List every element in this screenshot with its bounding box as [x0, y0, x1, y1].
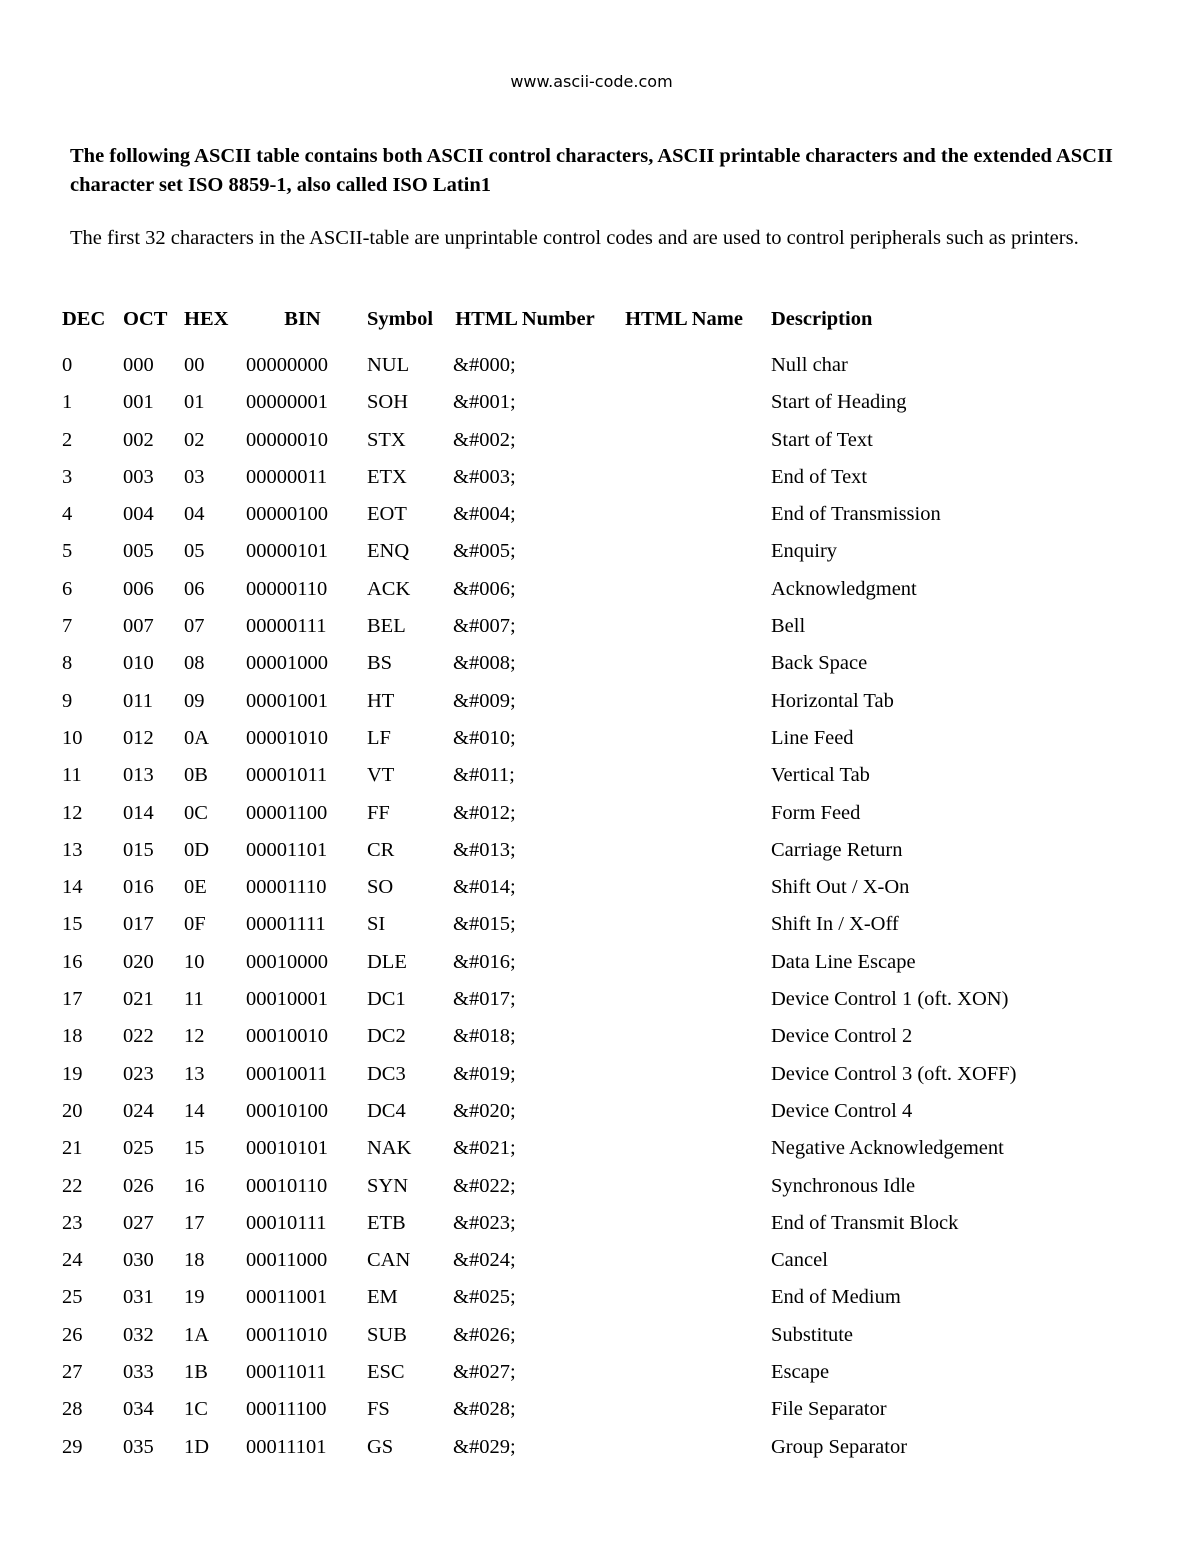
cell-symbol: SYN [367, 1174, 409, 1197]
cell-dec: 6 [62, 577, 73, 600]
cell-symbol: VT [367, 764, 395, 787]
cell-hex: 05 [184, 540, 205, 563]
cell-description: Acknowledgment [771, 577, 917, 600]
cell-hex: 07 [184, 615, 205, 638]
cell-bin: 00011010 [246, 1323, 328, 1346]
cell-symbol: HT [367, 689, 395, 712]
cell-hex: 09 [184, 689, 205, 712]
cell-dec: 23 [62, 1211, 83, 1234]
cell-oct: 025 [123, 1137, 154, 1160]
cell-dec: 10 [62, 726, 83, 749]
cell-html-name [597, 869, 763, 906]
cell-symbol: EOT [367, 503, 407, 526]
cell-symbol: SI [367, 913, 386, 936]
cell-symbol: ENQ [367, 540, 410, 563]
cell-dec: 19 [62, 1062, 83, 1085]
cell-hex: 19 [184, 1286, 205, 1309]
cell-html-number: &#011; [453, 764, 515, 787]
cell-html-number: &#001; [453, 391, 516, 414]
cell-hex: 08 [184, 652, 205, 675]
cell-bin: 00010001 [246, 988, 328, 1011]
cell-html-name [597, 1317, 763, 1354]
cell-symbol: BS [367, 652, 393, 675]
cell-oct: 031 [123, 1286, 154, 1309]
cell-symbol: SUB [367, 1323, 407, 1346]
cell-html-name [597, 1056, 763, 1093]
cell-html-name [597, 683, 763, 720]
cell-html-name [597, 832, 763, 869]
cell-html-name [597, 645, 763, 682]
column-header-html-name: HTML Name [625, 307, 743, 330]
cell-hex: 0B [184, 764, 208, 787]
cell-description: Horizontal Tab [771, 689, 894, 712]
cell-html-number: &#006; [453, 577, 516, 600]
cell-bin: 00010110 [246, 1174, 328, 1197]
cell-bin: 00010011 [246, 1062, 328, 1085]
cell-html-number: &#023; [453, 1211, 516, 1234]
cell-description: Device Control 2 [771, 1025, 913, 1048]
cell-oct: 020 [123, 950, 154, 973]
cell-symbol: DLE [367, 950, 407, 973]
cell-symbol: CAN [367, 1249, 411, 1272]
cell-bin: 00001110 [246, 876, 327, 899]
cell-html-name [597, 496, 763, 533]
cell-oct: 027 [123, 1211, 154, 1234]
cell-hex: 13 [184, 1062, 205, 1085]
cell-oct: 030 [123, 1249, 154, 1272]
cell-html-number: &#004; [453, 503, 516, 526]
cell-bin: 00010000 [246, 950, 328, 973]
cell-dec: 26 [62, 1323, 83, 1346]
table-row [54, 906, 1063, 943]
cell-hex: 15 [184, 1137, 205, 1160]
cell-dec: 21 [62, 1137, 83, 1160]
cell-html-name [597, 1205, 763, 1242]
cell-html-name [597, 384, 763, 421]
table-row [54, 1354, 1063, 1391]
cell-description: Bell [771, 615, 806, 638]
cell-description: Device Control 3 (oft. XOFF) [771, 1062, 1017, 1085]
cell-oct: 013 [123, 764, 154, 787]
cell-oct: 016 [123, 876, 154, 899]
cell-symbol: GS [367, 1435, 394, 1458]
cell-oct: 015 [123, 838, 154, 861]
cell-html-number: &#018; [453, 1025, 516, 1048]
cell-dec: 14 [62, 876, 83, 899]
cell-description: Cancel [771, 1249, 828, 1272]
cell-oct: 014 [123, 801, 154, 824]
cell-hex: 0F [184, 913, 206, 936]
cell-symbol: ACK [367, 577, 411, 600]
cell-description: Synchronous Idle [771, 1174, 916, 1197]
cell-symbol: DC4 [367, 1099, 406, 1122]
cell-html-number: &#000; [453, 354, 516, 376]
cell-hex: 11 [184, 988, 204, 1011]
cell-html-name [597, 1168, 763, 1205]
table-row [54, 795, 1063, 832]
cell-dec: 9 [62, 689, 73, 712]
cell-bin: 00011000 [246, 1249, 328, 1272]
cell-symbol: LF [367, 726, 391, 749]
cell-html-number: &#013; [453, 838, 516, 861]
column-header-oct: OCT [123, 307, 168, 330]
cell-description: File Separator [771, 1398, 887, 1421]
cell-html-number: &#019; [453, 1062, 516, 1085]
table-row [54, 496, 1063, 533]
cell-hex: 18 [184, 1249, 205, 1272]
cell-symbol: EM [367, 1286, 398, 1309]
cell-dec: 15 [62, 913, 83, 936]
cell-hex: 12 [184, 1025, 205, 1048]
cell-html-number: &#007; [453, 615, 516, 638]
cell-description: Group Separator [771, 1435, 908, 1458]
cell-bin: 00000010 [246, 428, 328, 451]
cell-html-number: &#021; [453, 1137, 516, 1160]
column-header-html-number: HTML Number [455, 307, 595, 330]
cell-description: Form Feed [771, 801, 861, 824]
cell-description: Escape [771, 1361, 830, 1384]
cell-bin: 00001100 [246, 801, 328, 824]
cell-symbol: DC3 [367, 1062, 406, 1085]
table-row [54, 832, 1063, 869]
cell-hex: 02 [184, 428, 205, 451]
cell-oct: 017 [123, 913, 154, 936]
column-header-description: Description [771, 307, 873, 330]
cell-description: Device Control 4 [771, 1099, 913, 1122]
cell-description: Substitute [771, 1323, 854, 1346]
cell-dec: 11 [62, 764, 82, 787]
cell-dec: 2 [62, 428, 73, 451]
cell-bin: 00000011 [246, 465, 328, 488]
cell-html-number: &#008; [453, 652, 516, 675]
cell-description: Carriage Return [771, 838, 903, 861]
cell-hex: 1C [184, 1398, 208, 1421]
cell-html-name [597, 1429, 763, 1466]
cell-description: End of Transmit Block [771, 1211, 959, 1234]
table-row [54, 1279, 1063, 1316]
cell-html-number: &#024; [453, 1249, 516, 1272]
cell-hex: 06 [184, 577, 205, 600]
cell-oct: 007 [123, 615, 154, 638]
table-row [54, 1168, 1063, 1205]
cell-description: Start of Text [771, 428, 873, 451]
cell-oct: 035 [123, 1435, 154, 1458]
cell-hex: 04 [184, 503, 205, 526]
cell-html-name [597, 757, 763, 794]
cell-html-number: &#029; [453, 1435, 516, 1458]
cell-symbol: ETB [367, 1211, 406, 1234]
cell-description: Negative Acknowledgement [771, 1137, 1004, 1160]
cell-dec: 22 [62, 1174, 83, 1197]
cell-hex: 0D [184, 838, 210, 861]
cell-hex: 14 [184, 1099, 205, 1122]
cell-oct: 023 [123, 1062, 154, 1085]
cell-symbol: SOH [367, 391, 409, 414]
cell-oct: 021 [123, 988, 154, 1011]
table-row [54, 645, 1063, 682]
cell-dec: 7 [62, 615, 73, 638]
table-row [54, 384, 1063, 421]
cell-bin: 00000111 [246, 615, 327, 638]
cell-oct: 003 [123, 465, 154, 488]
table-row [54, 1056, 1063, 1093]
cell-hex: 10 [184, 950, 205, 973]
cell-hex: 16 [184, 1174, 205, 1197]
cell-description: Data Line Escape [771, 950, 916, 973]
cell-html-number: &#014; [453, 876, 516, 899]
cell-oct: 002 [123, 428, 154, 451]
cell-html-name [597, 720, 763, 757]
cell-oct: 001 [123, 391, 154, 414]
cell-symbol: ETX [367, 465, 407, 488]
cell-html-name [597, 347, 763, 384]
cell-bin: 00001010 [246, 726, 328, 749]
cell-symbol: CR [367, 838, 395, 861]
cell-symbol: ESC [367, 1361, 405, 1384]
table-row [54, 944, 1063, 981]
cell-html-number: &#028; [453, 1398, 516, 1421]
cell-html-number: &#025; [453, 1286, 516, 1309]
cell-oct: 006 [123, 577, 154, 600]
table-row [54, 720, 1063, 757]
cell-description: Enquiry [771, 540, 838, 563]
intro-paragraph: The first 32 characters in the ASCII-table are unprintable control codes and are used to control peripherals such as printers. [70, 227, 1079, 249]
cell-oct: 034 [123, 1398, 154, 1421]
cell-bin: 00010010 [246, 1025, 328, 1048]
cell-bin: 00001011 [246, 764, 328, 787]
cell-description: Vertical Tab [771, 764, 870, 787]
table-row [54, 869, 1063, 906]
cell-html-name [597, 906, 763, 943]
cell-html-number: &#017; [453, 988, 516, 1011]
table-row [54, 459, 1063, 496]
cell-dec: 3 [62, 465, 73, 488]
table-row [54, 1242, 1063, 1279]
cell-description: Shift In / X-Off [771, 913, 899, 936]
table-row [54, 1391, 1063, 1428]
cell-bin: 00001111 [246, 913, 326, 936]
cell-bin: 00000101 [246, 540, 328, 563]
table-row [54, 981, 1063, 1018]
cell-description: Back Space [771, 652, 868, 675]
cell-html-name [597, 422, 763, 459]
column-header-symbol: Symbol [367, 307, 434, 330]
cell-symbol: DC1 [367, 988, 406, 1011]
cell-oct: 004 [123, 503, 154, 526]
cell-oct: 005 [123, 540, 154, 563]
cell-oct: 022 [123, 1025, 154, 1048]
cell-bin: 00000110 [246, 577, 328, 600]
cell-bin: 00001101 [246, 838, 328, 861]
cell-html-number: &#020; [453, 1099, 516, 1122]
cell-html-name [597, 795, 763, 832]
cell-oct: 011 [123, 689, 153, 712]
cell-hex: 0E [184, 876, 207, 899]
table-row [54, 757, 1063, 794]
cell-html-name [597, 1018, 763, 1055]
cell-dec: 12 [62, 801, 83, 824]
table-row [54, 571, 1063, 608]
cell-oct: 012 [123, 726, 154, 749]
cell-description: Device Control 1 (oft. XON) [771, 988, 1009, 1011]
table-row [54, 533, 1063, 570]
cell-html-name [597, 459, 763, 496]
cell-hex: 00 [184, 354, 205, 376]
cell-dec: 27 [62, 1361, 83, 1384]
ascii-table [54, 291, 1063, 1466]
cell-html-number: &#026; [453, 1323, 516, 1346]
cell-html-name [597, 608, 763, 645]
cell-bin: 00010100 [246, 1099, 328, 1122]
cell-symbol: NAK [367, 1137, 412, 1160]
cell-dec: 24 [62, 1249, 83, 1272]
cell-html-number: &#016; [453, 950, 516, 973]
table-row [54, 1130, 1063, 1167]
cell-html-name [597, 1093, 763, 1130]
page-heading: The following ASCII table contains both ASCII control characters, ASCII printable characters and the extended ASCII character set ISO 8859-1, also called ISO Latin1 [70, 145, 1113, 196]
cell-dec: 18 [62, 1025, 83, 1048]
table-row [54, 1018, 1063, 1055]
cell-oct: 024 [123, 1099, 154, 1122]
cell-dec: 4 [62, 503, 73, 526]
cell-bin: 00011001 [246, 1286, 328, 1309]
table-row [54, 608, 1063, 645]
cell-hex: 1D [184, 1435, 210, 1458]
table-body [54, 347, 1063, 1466]
cell-html-name [597, 571, 763, 608]
cell-html-number: &#015; [453, 913, 516, 936]
cell-symbol: FF [367, 801, 390, 824]
cell-description: Start of Heading [771, 391, 907, 414]
cell-hex: 0C [184, 801, 208, 824]
header-url: www.ascii-code.com [510, 72, 673, 91]
cell-bin: 00001001 [246, 689, 328, 712]
cell-html-name [597, 533, 763, 570]
cell-bin: 00010101 [246, 1137, 328, 1160]
cell-html-number: &#005; [453, 540, 516, 563]
cell-html-number: &#027; [453, 1361, 516, 1384]
cell-dec: 16 [62, 950, 83, 973]
cell-dec: 29 [62, 1435, 83, 1458]
cell-html-name [597, 1130, 763, 1167]
cell-dec: 25 [62, 1286, 83, 1309]
table-row [54, 347, 1063, 384]
cell-symbol: BEL [367, 615, 406, 638]
cell-description: Line Feed [771, 726, 854, 749]
table-row [54, 1205, 1063, 1242]
cell-description: End of Transmission [771, 503, 941, 526]
cell-dec: 5 [62, 540, 73, 563]
cell-oct: 032 [123, 1323, 154, 1346]
cell-html-name [597, 1279, 763, 1316]
cell-dec: 28 [62, 1398, 83, 1421]
cell-bin: 00010111 [246, 1211, 327, 1234]
cell-html-number: &#012; [453, 801, 516, 824]
cell-dec: 0 [62, 354, 73, 376]
column-header-hex: HEX [184, 307, 229, 330]
table-row [54, 422, 1063, 459]
cell-bin: 00001000 [246, 652, 328, 675]
cell-html-number: &#003; [453, 465, 516, 488]
cell-hex: 1A [184, 1323, 210, 1346]
cell-description: Shift Out / X-On [771, 876, 910, 899]
cell-oct: 033 [123, 1361, 154, 1384]
cell-bin: 00000100 [246, 503, 328, 526]
table-row [54, 1429, 1063, 1466]
cell-html-number: &#009; [453, 689, 516, 712]
cell-dec: 17 [62, 988, 83, 1011]
cell-hex: 01 [184, 391, 205, 414]
cell-bin: 00011011 [246, 1361, 327, 1384]
cell-dec: 1 [62, 391, 73, 414]
cell-hex: 17 [184, 1211, 205, 1234]
table-header-row [54, 291, 1063, 347]
column-header-bin: BIN [284, 307, 321, 330]
cell-symbol: NUL [367, 354, 410, 376]
cell-html-name [597, 1391, 763, 1428]
cell-html-name [597, 1354, 763, 1391]
column-header-dec: DEC [62, 307, 106, 330]
cell-hex: 03 [184, 465, 205, 488]
cell-html-name [597, 1242, 763, 1279]
cell-hex: 1B [184, 1361, 208, 1384]
cell-symbol: SO [367, 876, 394, 899]
cell-html-number: &#002; [453, 428, 516, 451]
cell-description: Null char [771, 354, 848, 376]
table-row [54, 1317, 1063, 1354]
cell-html-number: &#010; [453, 726, 516, 749]
table-row [54, 1093, 1063, 1130]
cell-bin: 00000000 [246, 354, 328, 376]
cell-symbol: STX [367, 428, 406, 451]
cell-oct: 010 [123, 652, 154, 675]
cell-bin: 00011100 [246, 1398, 327, 1421]
cell-bin: 00011101 [246, 1435, 327, 1458]
cell-hex: 0A [184, 726, 210, 749]
cell-dec: 20 [62, 1099, 83, 1122]
cell-dec: 8 [62, 652, 73, 675]
cell-html-number: &#022; [453, 1174, 516, 1197]
cell-oct: 000 [123, 354, 154, 376]
cell-symbol: FS [367, 1398, 390, 1421]
cell-html-name [597, 944, 763, 981]
cell-dec: 13 [62, 838, 83, 861]
cell-description: End of Medium [771, 1286, 901, 1309]
cell-oct: 026 [123, 1174, 154, 1197]
table-row [54, 683, 1063, 720]
cell-bin: 00000001 [246, 391, 328, 414]
cell-html-name [597, 981, 763, 1018]
cell-description: End of Text [771, 465, 868, 488]
cell-symbol: DC2 [367, 1025, 406, 1048]
